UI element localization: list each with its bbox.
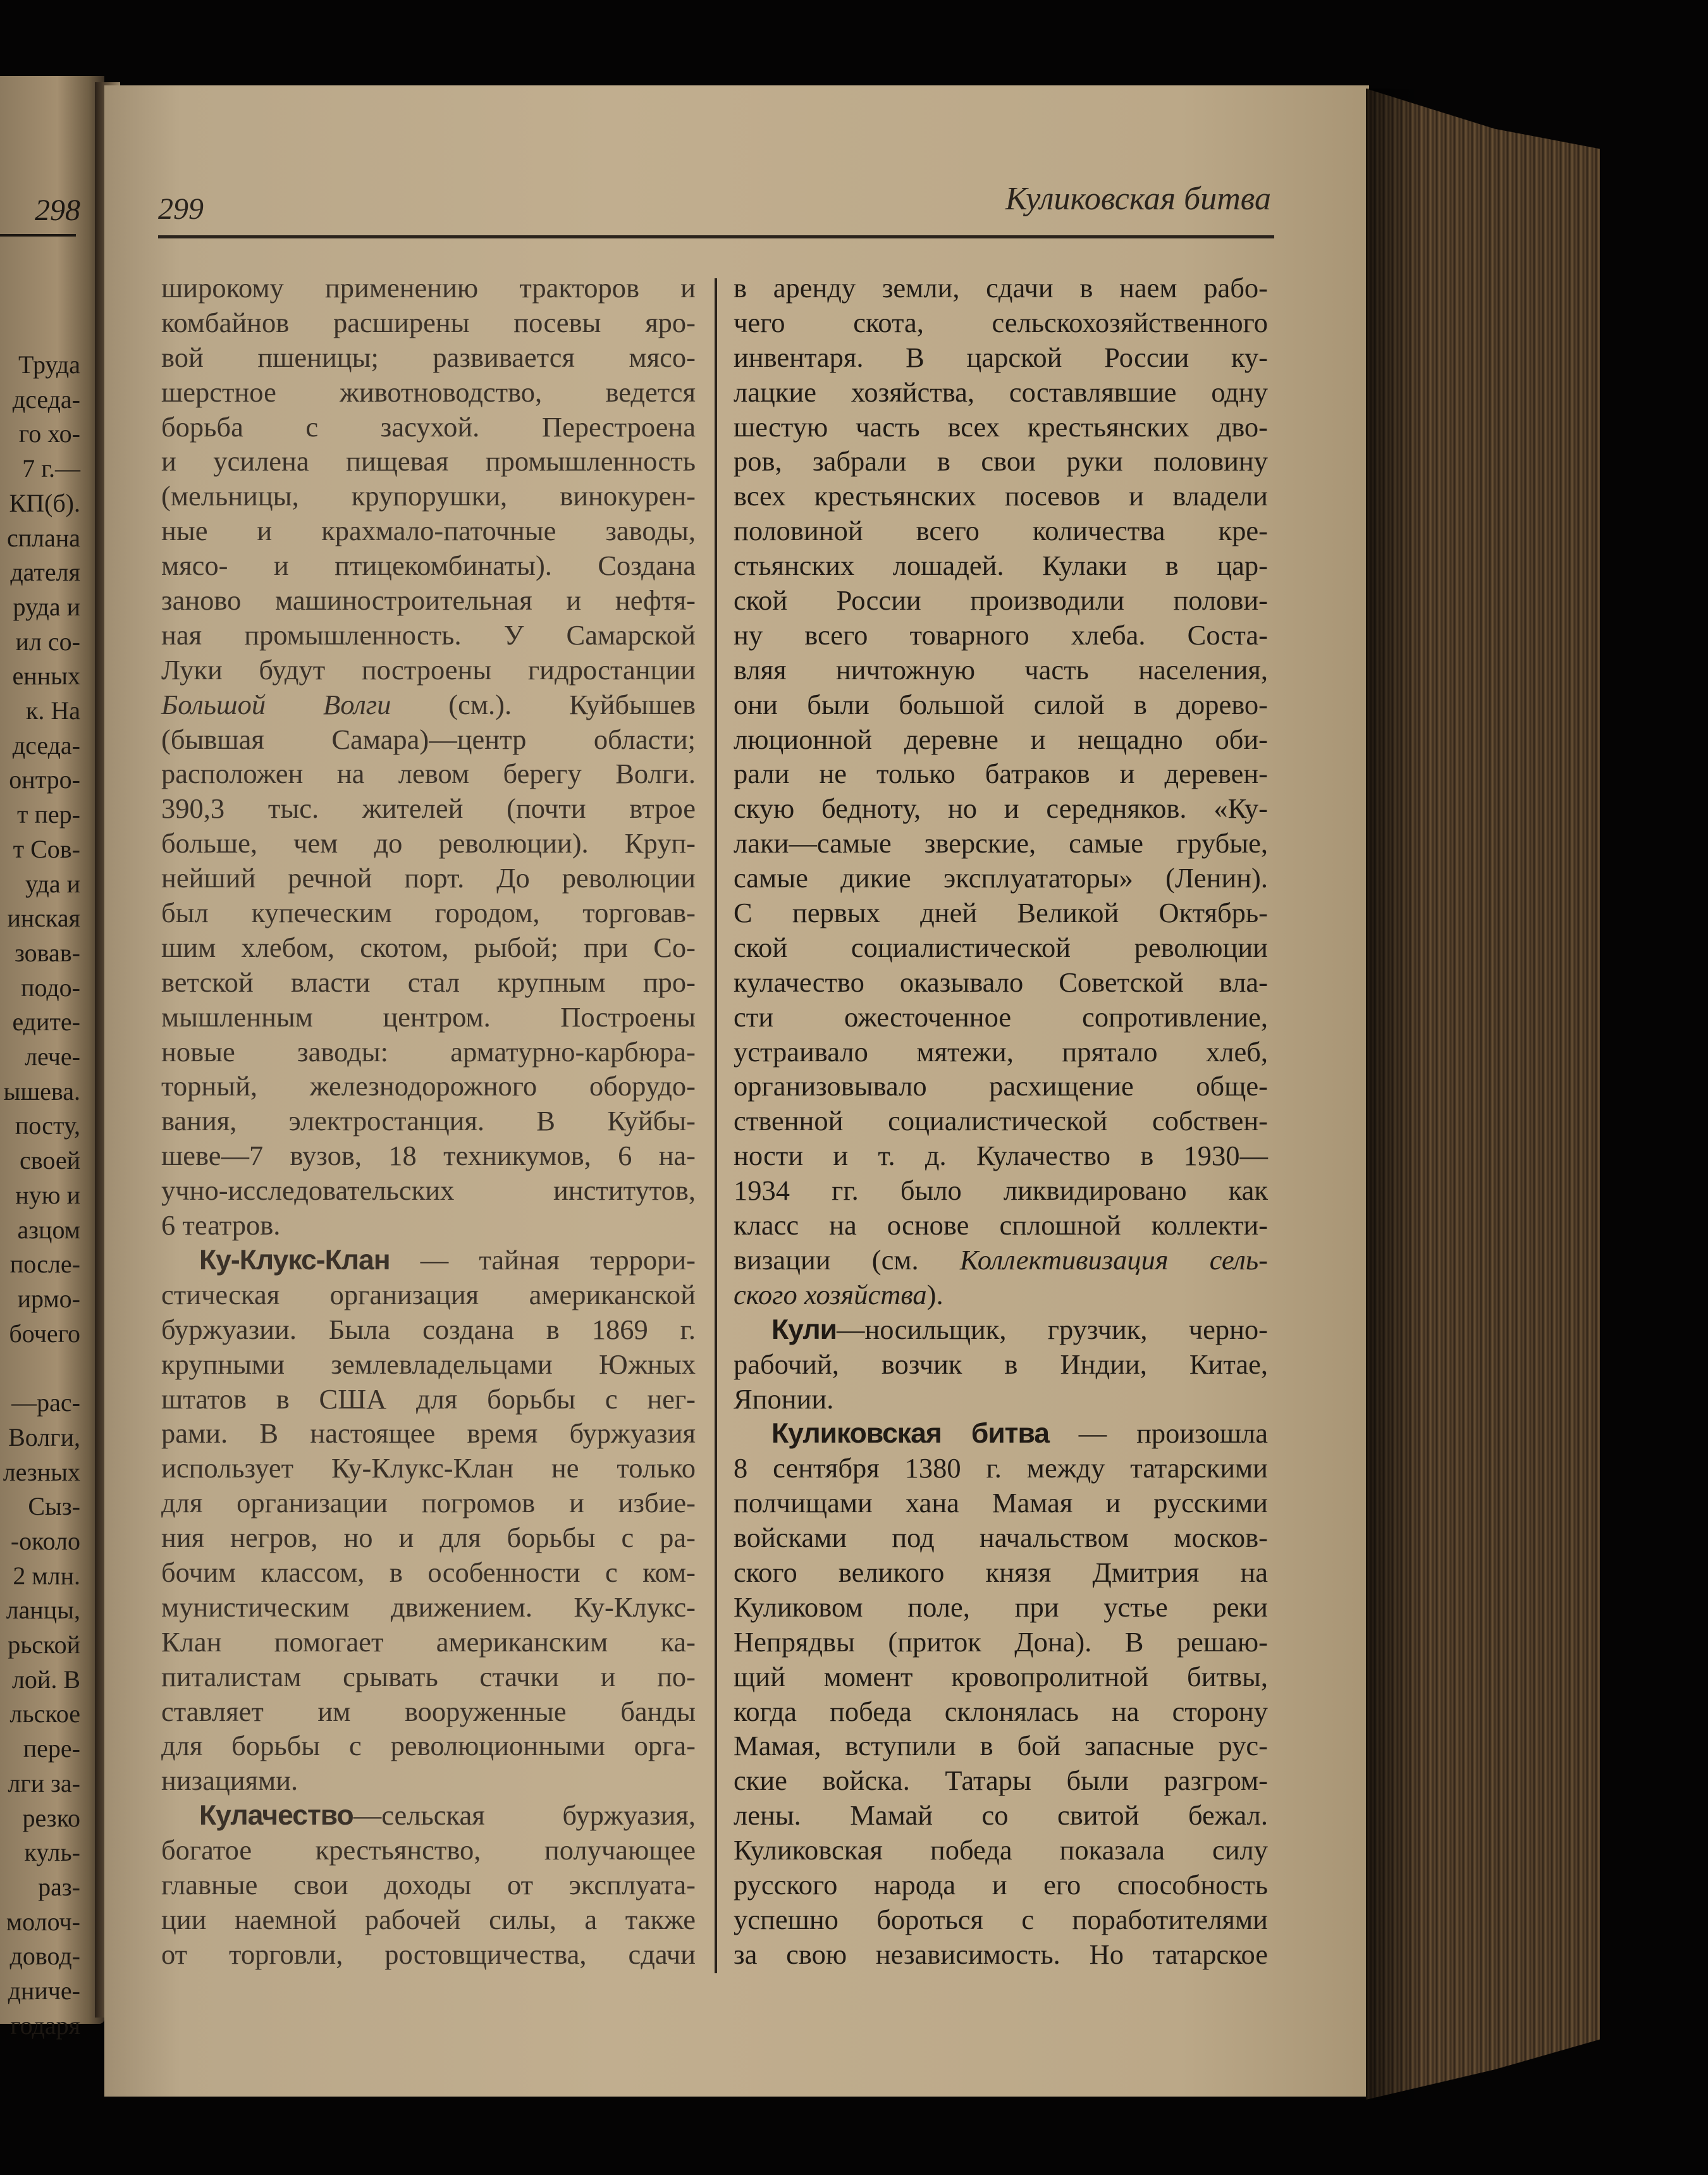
previous-page-rule [0, 234, 76, 237]
text-line [734, 548, 1268, 583]
text-line [734, 1520, 1268, 1555]
previous-page-line: т Сов- [13, 834, 80, 863]
previous-page-line: дседа- [12, 385, 80, 414]
running-title: Куликовская битва [1005, 181, 1271, 217]
line-text: (бывшая Самара)—центр области; [161, 723, 696, 755]
text-line [161, 1660, 696, 1694]
line-text: лены. Мамай со свитой бежал. [734, 1799, 1268, 1832]
line-text: шестую часть всех крестьянских дво- [734, 410, 1268, 443]
line-text: лацкие хозяйства, составлявшие одну [734, 376, 1268, 408]
line-text: ственной социалистической собствен- [734, 1105, 1268, 1137]
line-text: Мамая, вступили в бой запасные рус- [734, 1730, 1268, 1762]
line-text: шерстное животноводство, ведется [161, 376, 696, 408]
line-text: для организации погромов и избие- [161, 1487, 696, 1519]
previous-page-number: 298 [35, 194, 80, 227]
previous-page-line: ил со- [15, 627, 80, 656]
previous-page-line: енных [12, 662, 80, 691]
text-line [161, 271, 696, 305]
text-line [161, 1728, 696, 1763]
text-line [161, 722, 696, 757]
line-text: главные свои доходы от эксплуата- [161, 1868, 696, 1901]
text-line [161, 1382, 696, 1417]
line-text: широкому применению тракторов и [161, 272, 696, 304]
line-text: всех крестьянских посевов и владели [734, 480, 1268, 512]
previous-page-line: лой. В [11, 1665, 80, 1694]
previous-page-line: сплана [6, 523, 80, 552]
line-text: успешно бороться с поработителями [734, 1903, 1268, 1935]
line-text: когда победа склонялась на сторону [734, 1695, 1268, 1727]
previous-page-line: инская [7, 904, 80, 933]
line-text: бочим классом, в особенности с ком- [161, 1556, 696, 1588]
text-line [734, 1694, 1268, 1729]
text-line [161, 1937, 696, 1972]
text-line [734, 1278, 1268, 1312]
line-text: расположен на левом берегу Волги. [161, 758, 696, 790]
text-line [161, 1069, 696, 1104]
text-line [734, 305, 1268, 340]
previous-page-line: ланцы, [6, 1596, 80, 1625]
previous-page-line: азцом [17, 1215, 80, 1244]
text-line [734, 826, 1268, 861]
running-head [158, 180, 1271, 231]
line-text: люционной деревне и нещадно оби- [734, 723, 1268, 755]
text-line [161, 375, 696, 410]
line-text: сти ожесточенное сопротивление, [734, 1001, 1268, 1033]
text-line [734, 791, 1268, 826]
text-line [161, 1347, 696, 1382]
line-text: использует Ку-Клукс-Клан не только [161, 1452, 696, 1484]
previous-page-line: —рас- [11, 1388, 80, 1417]
previous-page-line: ышева. [3, 1076, 80, 1106]
line-text: в аренду земли, сдачи в наем рабо- [734, 272, 1268, 304]
text-line [734, 1833, 1268, 1868]
line-text: 6 театров. [161, 1209, 281, 1242]
previous-page-line: довод- [9, 1942, 80, 1971]
left-text-column [161, 271, 696, 1972]
text-line [161, 826, 696, 861]
previous-page-line: дателя [10, 558, 80, 587]
line-text: стьянских лошадей. Кулаки в цар- [734, 550, 1268, 582]
line-text: шим хлебом, скотом, рыбой; при Со- [161, 931, 696, 963]
text-line [734, 1555, 1268, 1590]
line-text: новые заводы: арматурно-карбюра- [161, 1035, 696, 1068]
previous-page-line: онтро- [9, 765, 80, 794]
text-line [161, 340, 696, 375]
line-text: за свою независимость. Но татарское [734, 1938, 1268, 1970]
line-text: учно-исследовательских институтов, [161, 1174, 696, 1207]
line-text: класс на основе сплошной коллекти- [734, 1209, 1268, 1242]
line-text: заново машиностроительная и нефтя- [161, 584, 696, 617]
text-line [734, 1625, 1268, 1660]
line-text: полчищами хана Мамая и русскими [734, 1487, 1268, 1519]
text-line [734, 1798, 1268, 1833]
line-text: устраивало мятежи, прятало хлеб, [734, 1035, 1268, 1068]
text-line [734, 1069, 1268, 1104]
text-line [734, 1868, 1268, 1902]
line-text: Японии. [734, 1383, 834, 1415]
line-text: рами. В настоящее время буржуазия [161, 1417, 696, 1450]
line-text: мясо- и птицекомбинаты). Создана [161, 550, 696, 582]
text-line [161, 1625, 696, 1660]
line-text: 8 сентября 1380 г. между татарскими [734, 1452, 1268, 1484]
text-line [161, 965, 696, 1000]
previous-page-line: лги за- [8, 1768, 80, 1797]
previous-page-line: дседа- [12, 730, 80, 760]
previous-page-line: ную и [15, 1180, 80, 1209]
line-text: вой пшеницы; развивается мясо- [161, 341, 696, 373]
previous-page-line: ирмо- [17, 1284, 80, 1313]
text-line [161, 1555, 696, 1590]
line-text: мунистическим движением. Ку-Клукс- [161, 1591, 696, 1623]
line-text: от торговли, ростовщичества, сдачи [161, 1938, 696, 1970]
previous-page-line: Сыз- [28, 1492, 80, 1521]
previous-page-line [0, 1351, 80, 1386]
line-text: крупными землевладельцами Южных [161, 1348, 696, 1380]
line-text: ные и крахмало-паточные заводы, [161, 515, 696, 547]
line-text: войсками под начальством москов- [734, 1522, 1268, 1554]
line-text: организовывало расхищение обще- [734, 1070, 1268, 1102]
previous-page-line: годаря [10, 2011, 80, 2040]
previous-page-line: своей [19, 1146, 80, 1175]
line-text: комбайнов расширены посевы яро- [161, 306, 696, 338]
line-text: богатое крестьянство, получающее [161, 1834, 696, 1866]
text-line [161, 1035, 696, 1069]
previous-page-edge [0, 76, 104, 2040]
text-line [734, 1937, 1268, 1972]
text-line [734, 896, 1268, 930]
text-line [161, 1868, 696, 1902]
text-line [161, 514, 696, 548]
line-text: — произошла [1048, 1417, 1268, 1450]
line-text: Непрядвы (приток Дона). В решаю- [734, 1625, 1268, 1658]
entry-headword-line [161, 1798, 696, 1833]
text-line [161, 930, 696, 965]
line-text: ские войска. Татары были разгром- [734, 1765, 1268, 1797]
text-line [161, 618, 696, 653]
text-line [734, 722, 1268, 757]
text-line [734, 1728, 1268, 1763]
text-line [734, 687, 1268, 722]
text-line [734, 375, 1268, 410]
text-line [734, 583, 1268, 618]
line-text: кулачество оказывало Советской вла- [734, 966, 1268, 998]
line-text: ности и т. д. Кулачество в 1930— [734, 1140, 1268, 1172]
previous-page-line: уда и [25, 869, 80, 898]
cross-reference: Коллективизация сель- [959, 1243, 1268, 1276]
previous-page-line: лече- [25, 1042, 80, 1071]
previous-page-line: КП(б). [9, 488, 80, 517]
previous-page-line: посту, [15, 1111, 80, 1140]
text-line [161, 1000, 696, 1035]
previous-page-line: Труда [18, 350, 80, 379]
line-text: ции наемной рабочей силы, а также [161, 1903, 696, 1935]
previous-page-line: Волги, [8, 1422, 80, 1451]
text-line [161, 1486, 696, 1520]
line-text: инвентаря. В царской России ку- [734, 341, 1268, 373]
page-number: 299 [158, 192, 204, 226]
text-line [161, 1833, 696, 1868]
entry-headword: Куликовская битва [771, 1418, 1049, 1450]
previous-page-line: бочего [9, 1319, 80, 1348]
text-line [734, 1486, 1268, 1520]
text-line [734, 1208, 1268, 1243]
text-line [161, 444, 696, 479]
text-line [161, 756, 696, 791]
text-line [734, 756, 1268, 791]
text-line [161, 1173, 696, 1208]
line-text: С первых дней Великой Октябрь- [734, 897, 1268, 929]
text-line [161, 687, 696, 722]
line-text: ставляет им вооруженные банды [161, 1695, 696, 1727]
previous-page-line: 2 млн. [13, 1561, 80, 1590]
text-line [734, 1138, 1268, 1173]
line-text: был купеческим городом, торговав- [161, 897, 696, 929]
page-edge-shadow [1366, 89, 1423, 2100]
text-line [161, 1208, 696, 1243]
text-line [161, 1590, 696, 1625]
text-line [161, 1520, 696, 1555]
text-line [161, 1278, 696, 1312]
text-line [734, 1763, 1268, 1798]
line-text: чего скота, сельскохозяйственного [734, 306, 1268, 338]
line-text: ну всего товарного хлеба. Соста- [734, 619, 1268, 651]
previous-page-line: лезных [3, 1457, 80, 1486]
entry-headword-line [734, 1416, 1268, 1451]
header-rule [158, 235, 1274, 238]
line-text: штатов в США для борьбы с нег- [161, 1383, 696, 1415]
line-text: рабочий, возчик в Индии, Китае, [734, 1348, 1268, 1380]
text-line [734, 1902, 1268, 1937]
line-text: питалистам срывать стачки и по- [161, 1660, 696, 1692]
line-text: ского великого князя Дмитрия на [734, 1556, 1268, 1588]
previous-page-text [0, 348, 80, 2043]
entry-headword: Кули [771, 1314, 837, 1345]
line-text: и усилена пищевая промышленность [161, 445, 696, 478]
text-line [734, 1451, 1268, 1486]
line-text: ветской власти стал крупным про- [161, 966, 696, 998]
text-line [734, 653, 1268, 687]
line-text: ). [926, 1278, 943, 1310]
text-line [734, 1660, 1268, 1694]
text-line [734, 1173, 1268, 1208]
text-line [734, 1347, 1268, 1382]
column-divider [715, 278, 717, 1973]
text-line [734, 1035, 1268, 1069]
previous-page-line: после- [9, 1250, 80, 1279]
line-text: вания, электростанция. В Куйбы- [161, 1105, 696, 1137]
text-line [734, 1000, 1268, 1035]
line-text: для борьбы с революционными орга- [161, 1730, 696, 1762]
entry-headword-line [161, 1243, 696, 1278]
text-line [161, 479, 696, 514]
text-line [161, 791, 696, 826]
previous-page-line: -около [10, 1526, 80, 1555]
text-line [161, 1763, 696, 1798]
text-line [734, 340, 1268, 375]
line-text: мышленным центром. Построены [161, 1001, 696, 1033]
line-text: больше, чем до революции). Круп- [161, 827, 696, 860]
text-line [161, 1451, 696, 1486]
line-text: рали не только батраков и деревен- [734, 758, 1268, 790]
previous-page-line: рьской [8, 1630, 80, 1660]
line-text: ской социалистической революции [734, 931, 1268, 963]
line-text: ской России производили полови- [734, 584, 1268, 617]
line-text: буржуазии. Была создана в 1869 г. [161, 1313, 696, 1345]
previous-page-line: зовав- [15, 938, 80, 967]
text-line [161, 861, 696, 896]
entry-headword-line [734, 1312, 1268, 1347]
text-line [734, 1382, 1268, 1417]
text-line [734, 618, 1268, 653]
cross-reference: Большой Волги [161, 688, 391, 720]
text-line [161, 410, 696, 445]
text-line [161, 1902, 696, 1937]
text-line [734, 965, 1268, 1000]
line-text: — тайная террори- [390, 1243, 696, 1276]
line-text: нейший речной порт. До революции [161, 862, 696, 894]
line-text: 1934 гг. было ликвидировано как [734, 1174, 1268, 1207]
line-text: Куликовом поле, при устье реки [734, 1591, 1268, 1623]
text-line [161, 1138, 696, 1173]
line-text: шеве—7 вузов, 18 техникумов, 6 на- [161, 1140, 696, 1172]
line-text: —сельская буржуазия, [353, 1799, 696, 1832]
text-line [161, 1104, 696, 1138]
right-text-column [734, 271, 1268, 1972]
line-text: русского народа и его способность [734, 1868, 1268, 1901]
previous-page-line: резко [22, 1803, 80, 1832]
previous-page-line: куль- [24, 1838, 80, 1867]
line-text: торный, железнодорожного оборудо- [161, 1070, 696, 1102]
line-text: лаки—самые зверские, самые грубые, [734, 827, 1268, 860]
text-line [161, 1312, 696, 1347]
text-line [734, 1590, 1268, 1625]
text-line [161, 305, 696, 340]
previous-page-line: льское [9, 1699, 80, 1728]
line-text: борьба с засухой. Перестроена [161, 410, 696, 443]
line-text: низациями. [161, 1765, 298, 1797]
line-text: визации (см. [734, 1243, 960, 1276]
text-line [734, 410, 1268, 445]
entry-headword: Ку-Клукс-Клан [199, 1244, 390, 1276]
previous-page-line: подо- [21, 973, 80, 1002]
text-line [161, 583, 696, 618]
previous-page-line: руда и [13, 592, 80, 621]
text-line [734, 1104, 1268, 1138]
text-line [161, 548, 696, 583]
text-line [734, 514, 1268, 548]
line-text: Куликовская победа показала силу [734, 1834, 1268, 1866]
line-text: вляя ничтожную часть населения, [734, 653, 1268, 686]
line-text: они были большой силой в дорево- [734, 688, 1268, 720]
previous-page-line: едите- [12, 1007, 80, 1037]
line-text: —носильщик, грузчик, черно- [836, 1313, 1268, 1345]
line-text: Клан помогает американским ка- [161, 1625, 696, 1658]
text-line [734, 861, 1268, 896]
previous-page-line: го хо- [18, 419, 80, 448]
cross-reference: ского хозяйства [734, 1278, 927, 1310]
previous-page-line: пере- [23, 1734, 80, 1763]
line-text: (см.). Куйбышев [391, 688, 696, 720]
text-line [734, 1243, 1268, 1278]
previous-page-line: дниче- [8, 1976, 80, 2006]
text-line [161, 1694, 696, 1729]
text-line [161, 1416, 696, 1451]
line-text: ров, забрали в свои руки половину [734, 445, 1268, 478]
previous-page-line: т пер- [17, 800, 80, 829]
line-text: половиной всего количества кре- [734, 515, 1268, 547]
line-text: ная промышленность. У Самарской [161, 619, 696, 651]
line-text: Луки будут построены гидростанции [161, 653, 696, 686]
line-text: (мельницы, крупорушки, винокурен- [161, 480, 696, 512]
text-line [161, 653, 696, 687]
line-text: стическая организация американской [161, 1278, 696, 1310]
previous-page-line: молоч- [6, 1907, 80, 1936]
previous-page-line: к. На [25, 696, 80, 725]
text-line [734, 444, 1268, 479]
previous-page-line: 7 г.— [22, 454, 80, 483]
line-text: самые дикие эксплуататоры» (Ленин). [734, 862, 1268, 894]
previous-page-line: раз- [38, 1872, 80, 1901]
line-text: щий момент кровопролитной битвы, [734, 1660, 1268, 1692]
text-line [734, 479, 1268, 514]
line-text: 390,3 тыс. жителей (почти втрое [161, 792, 696, 825]
text-line [734, 271, 1268, 305]
text-line [161, 896, 696, 930]
line-text: скую бедноту, но и середняков. «Ку- [734, 792, 1268, 825]
text-line [734, 930, 1268, 965]
line-text: ния негров, но и для борьбы с ра- [161, 1522, 696, 1554]
entry-headword: Кулачество [199, 1800, 353, 1832]
